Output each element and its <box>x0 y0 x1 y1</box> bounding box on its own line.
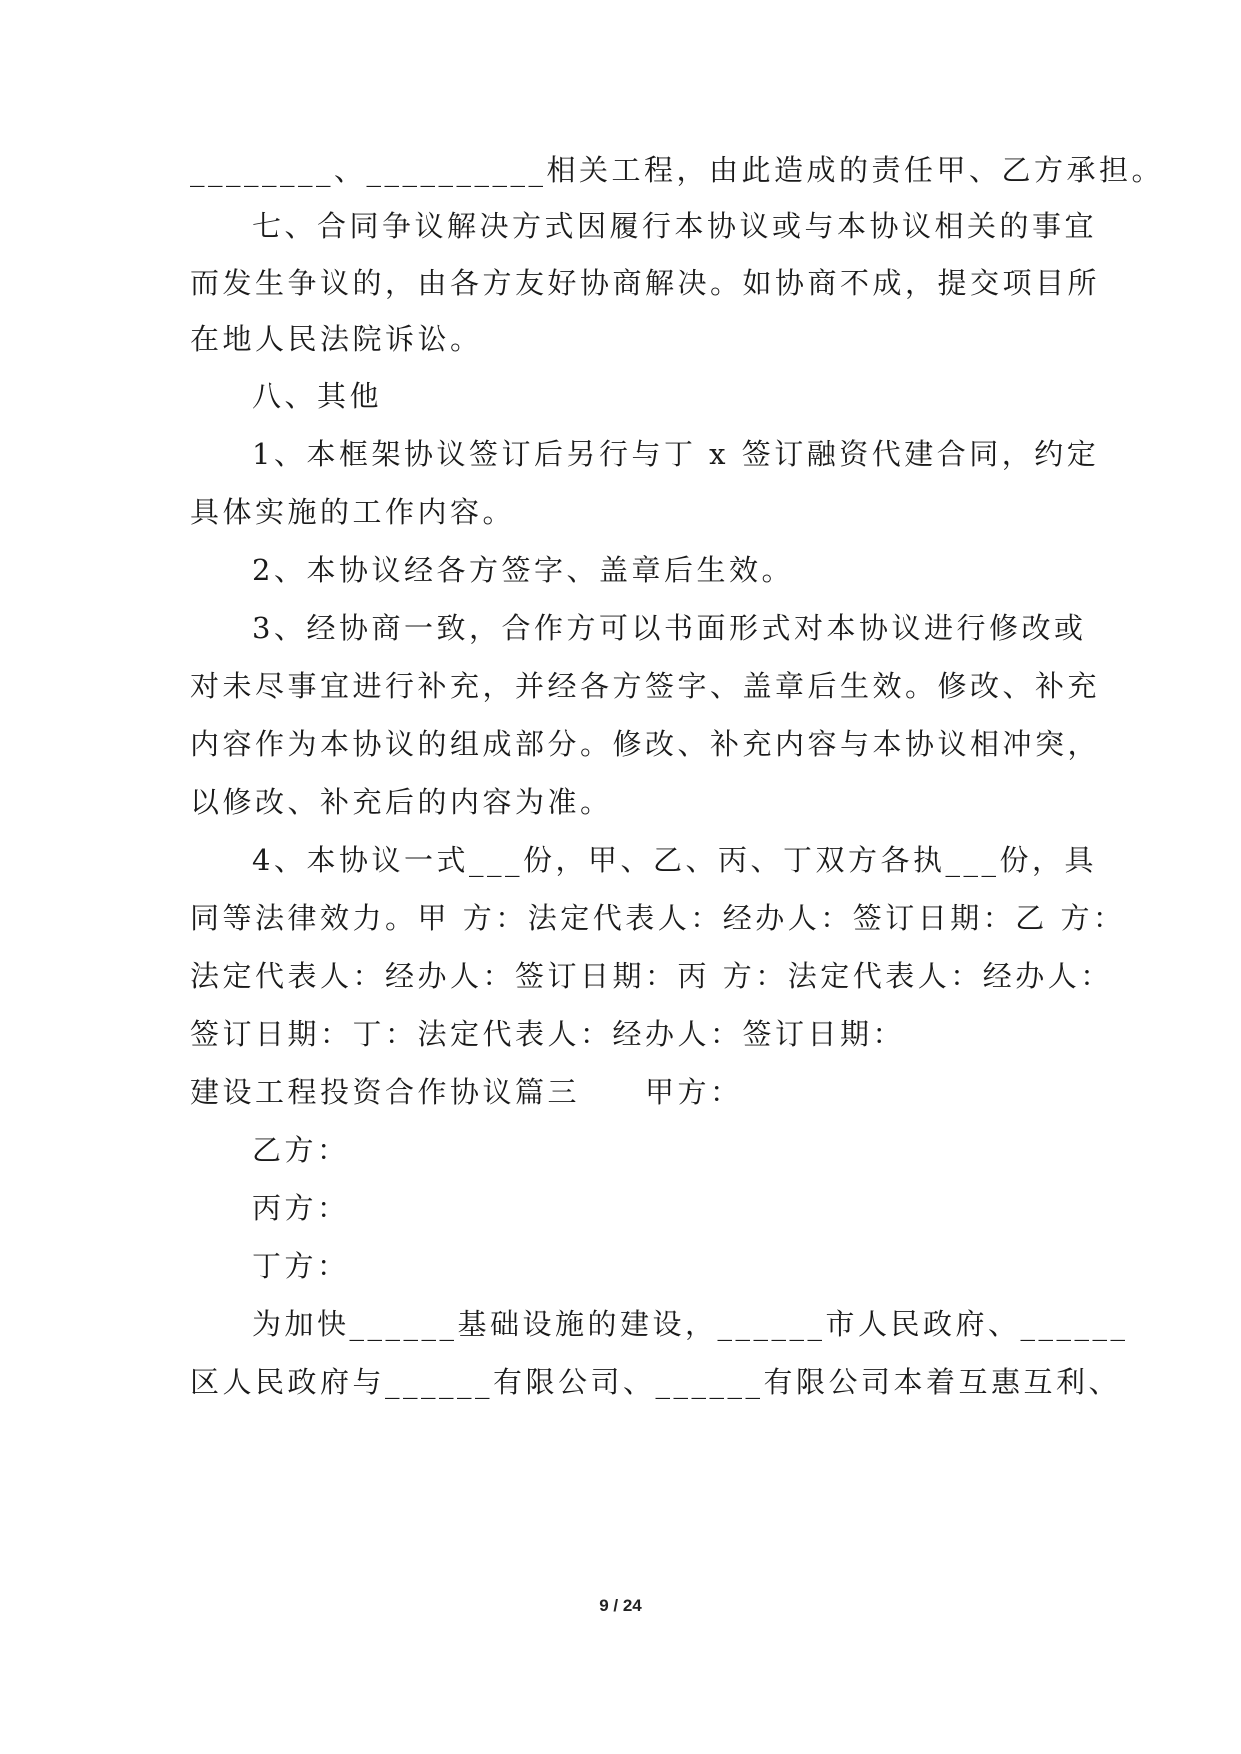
text-line: 为加快______基础设施的建设，______市人民政府、______ <box>252 1307 1129 1341</box>
text-line: 1、本框架协议签订后另行与丁 x 签订融资代建合同，约定 <box>252 437 1100 471</box>
text-line: 4、本协议一式___份，甲、乙、丙、丁双方各执___份，具 <box>252 843 1097 877</box>
text-line: 以修改、补充后的内容为准。 <box>190 785 613 819</box>
section-heading-dispute: 七、合同争议解决方式因履行本协议或与本协议相关的事宜 <box>252 209 1098 243</box>
text-line: 3、经协商一致，合作方可以书面形式对本协议进行修改或 <box>252 611 1087 645</box>
text-line: 2、本协议经各方签字、盖章后生效。 <box>252 553 794 587</box>
text-line: 签订日期：丁：法定代表人：经办人：签订日期： <box>190 1017 906 1051</box>
party-b-label: 乙方： <box>252 1133 350 1167</box>
party-c-label: 丙方： <box>252 1191 350 1225</box>
section-heading-other: 八、其他 <box>252 379 383 413</box>
page-number: 9 / 24 <box>599 1596 642 1615</box>
text-line: 对未尽事宜进行补充，并经各方签字、盖章后生效。修改、补充 <box>190 669 1101 703</box>
text-line: 具体实施的工作内容。 <box>190 495 516 529</box>
text-line: 同等法律效力。甲 方：法定代表人：经办人：签订日期：乙 方： <box>190 901 1126 935</box>
text-line: 内容作为本协议的组成部分。修改、补充内容与本协议相冲突， <box>190 727 1101 761</box>
text-line: 在地人民法院诉讼。 <box>190 322 483 356</box>
party-d-label: 丁方： <box>252 1249 350 1283</box>
text-line: 法定代表人：经办人：签订日期：丙 方：法定代表人：经办人： <box>190 959 1113 993</box>
text-line: 而发生争议的，由各方友好协商解决。如协商不成，提交项目所 <box>190 266 1101 300</box>
text-line: ________、__________相关工程，由此造成的责任甲、乙方承担。 <box>190 153 1165 187</box>
section-title-part3: 建设工程投资合作协议篇三 甲方： <box>190 1075 743 1109</box>
text-line: 区人民政府与______有限公司、______有限公司本着互惠互利、 <box>190 1365 1122 1399</box>
